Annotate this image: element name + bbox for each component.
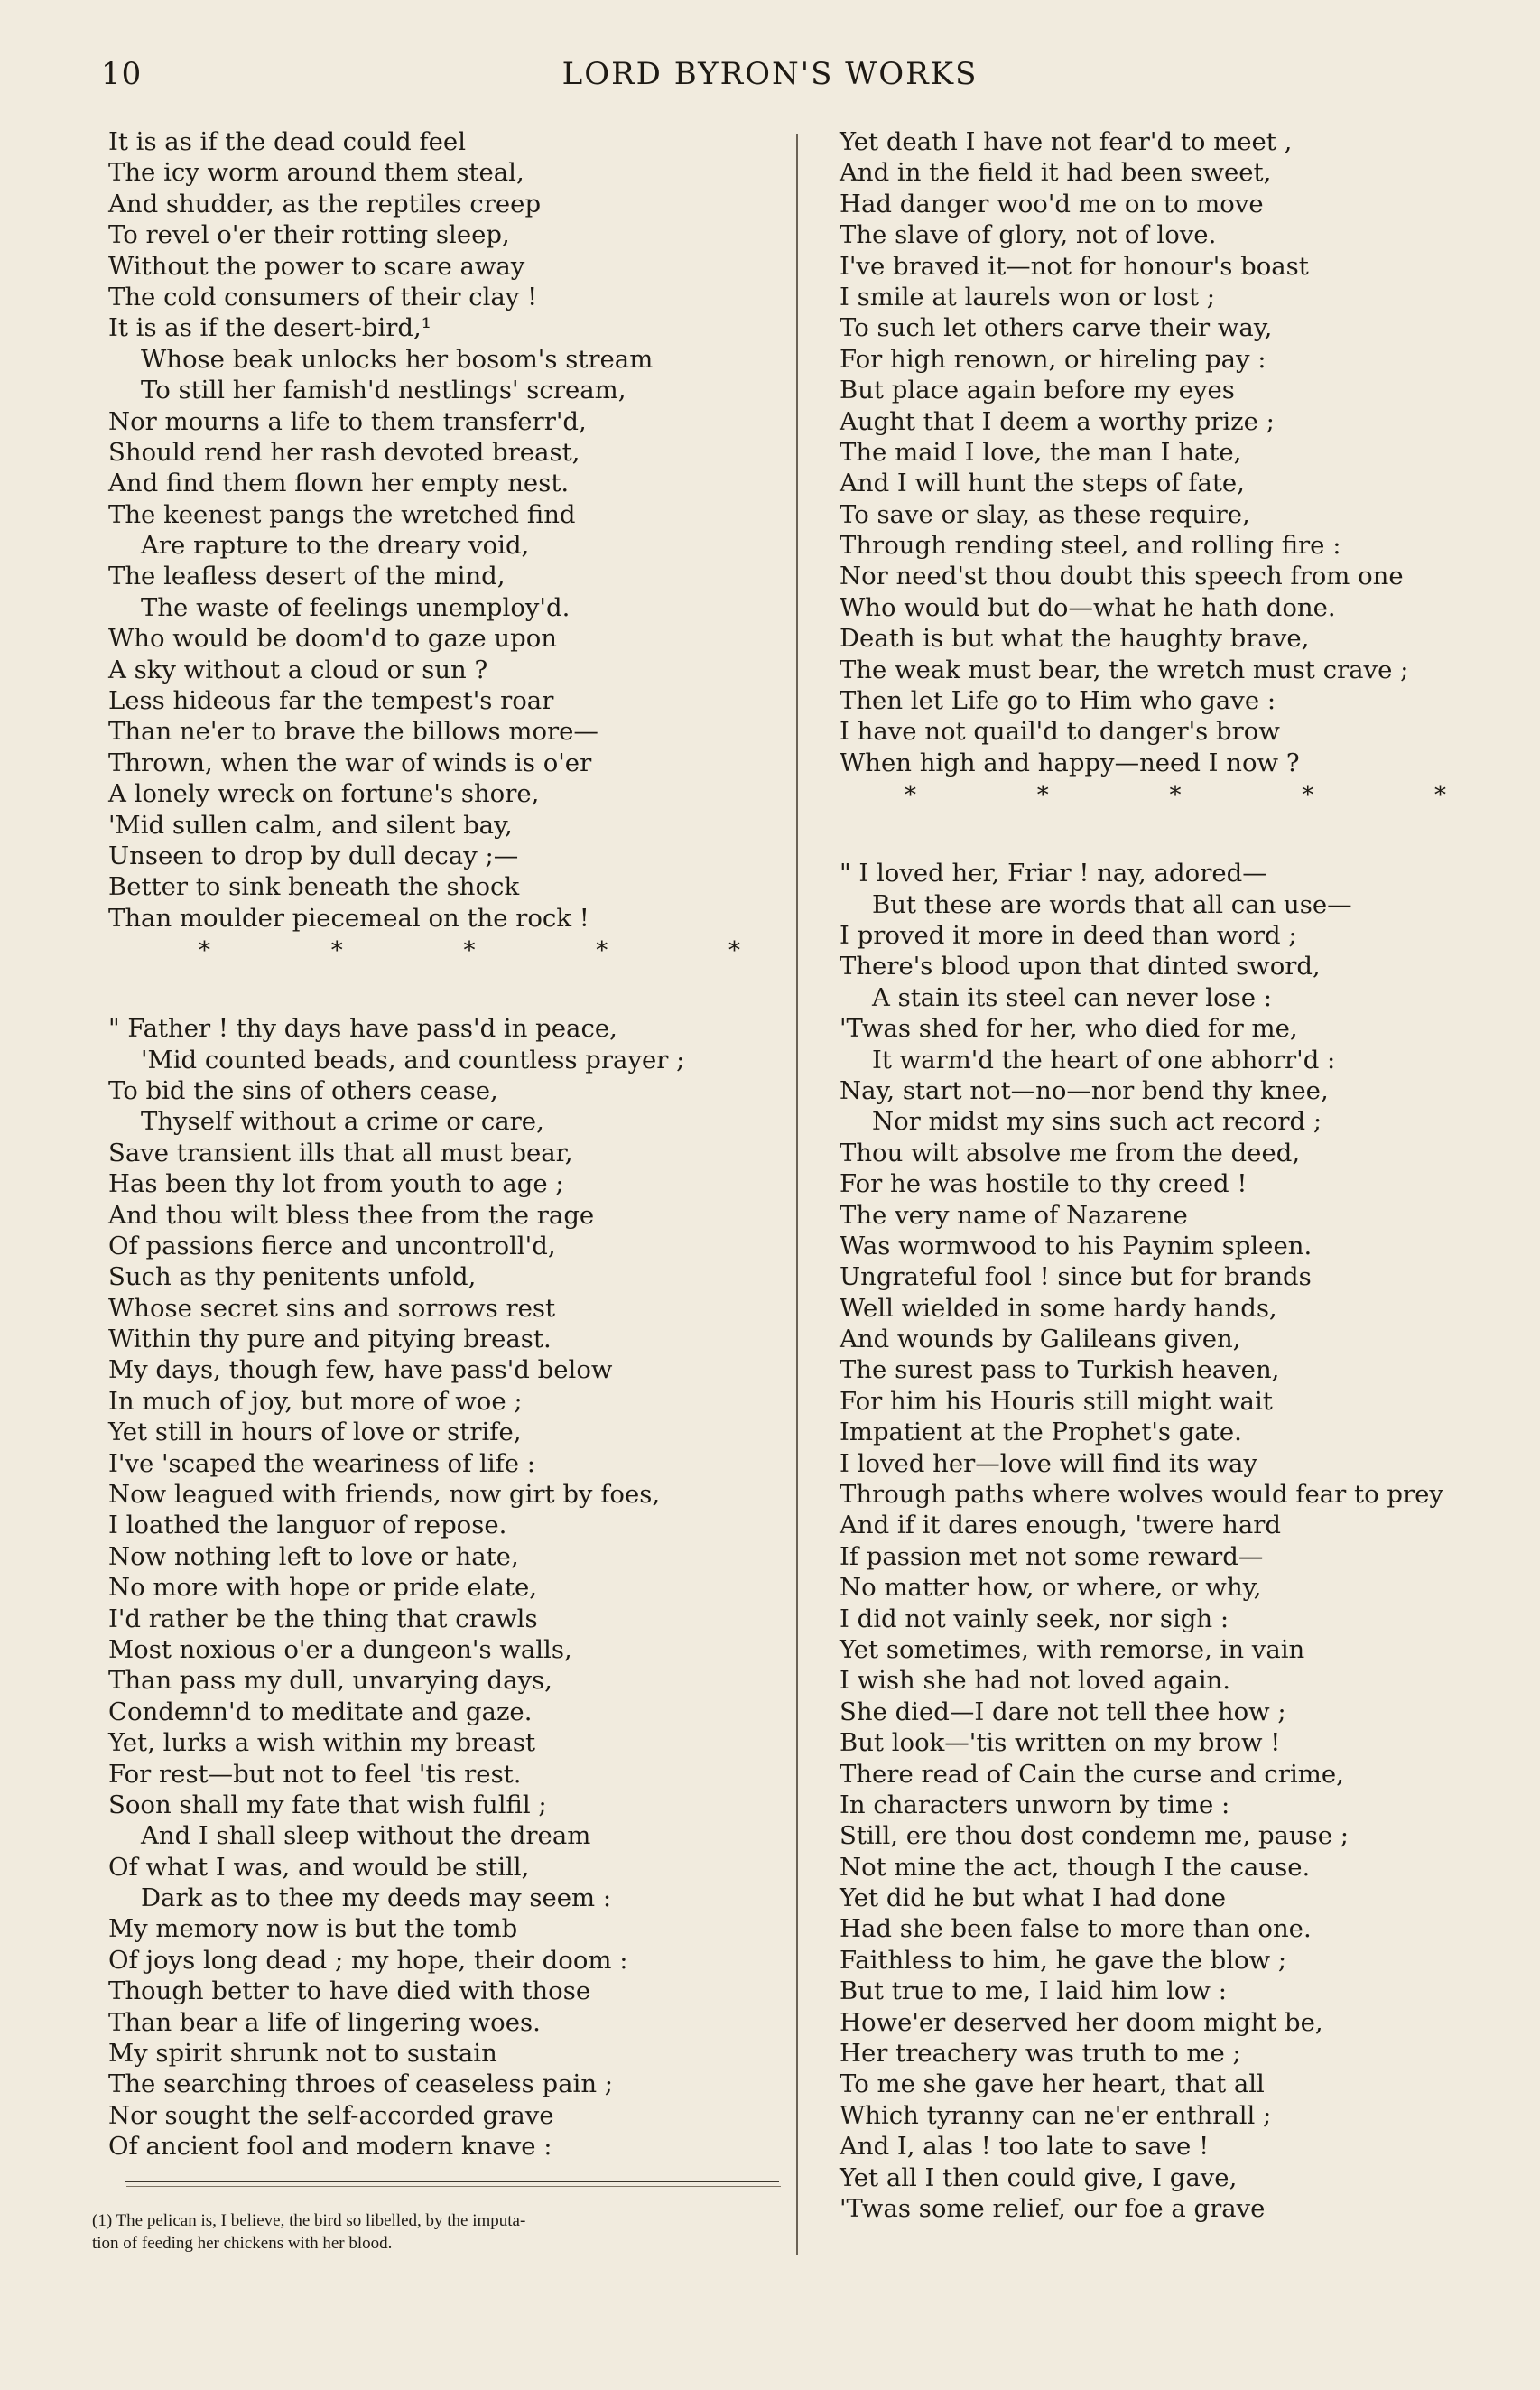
asterism-star: * — [1036, 782, 1049, 810]
verse-line: Ungrateful fool ! since but for brands — [840, 1262, 1312, 1292]
verse-line: Soon shall my fate that wish fulfil ; — [108, 1790, 547, 1819]
verse-line: Nay, start not—no—nor bend thy knee, — [840, 1075, 1329, 1105]
verse-line: The keenest pangs the wretched find — [108, 499, 576, 529]
verse-line: It is as if the dead could feel — [108, 127, 466, 156]
verse-line: It warm'd the heart of one abhorr'd : — [872, 1045, 1336, 1074]
verse-line: For he was hostile to thy creed ! — [840, 1169, 1248, 1199]
verse-line: Nor midst my sins such act record ; — [872, 1107, 1322, 1137]
verse-line: Faithless to him, he gave the blow ; — [840, 1945, 1287, 1975]
verse-line: Now leagued with friends, now girt by foes, — [108, 1480, 661, 1510]
asterism-star: * — [1169, 782, 1182, 810]
asterism-star: * — [905, 782, 916, 810]
verse-line: Of passions fierce and uncontroll'd, — [108, 1231, 556, 1260]
left-stanza-1 — [108, 126, 776, 934]
verse-line: If passion met not some reward— — [840, 1541, 1264, 1571]
verse-line: In much of joy, but more of woe ; — [108, 1386, 523, 1416]
verse-line: My days, though few, have pass'd below — [108, 1355, 613, 1385]
verse-line: Than pass my dull, unvarying days, — [108, 1666, 552, 1696]
verse-line: And I shall sleep without the dream — [141, 1821, 591, 1851]
asterism-star: * — [1302, 782, 1314, 810]
verse-line: Thyself without a crime or care, — [141, 1107, 544, 1137]
verse-line: And I will hunt the steps of fate, — [840, 469, 1245, 498]
footnote-rule — [125, 2181, 779, 2182]
verse-line: Still, ere thou dost condemn me, pause ; — [840, 1821, 1350, 1851]
verse-line: Less hideous far the tempest's roar — [108, 686, 554, 716]
verse-line: 'Mid sullen calm, and silent bay, — [108, 810, 513, 840]
verse-line: My memory now is but the tomb — [108, 1914, 518, 1944]
verse-line: I'd rather be the thing that crawls — [108, 1604, 538, 1633]
verse-line: The maid I love, the man I hate, — [840, 437, 1242, 467]
verse-line: In characters unworn by time : — [840, 1790, 1230, 1819]
verse-line: My spirit shrunk not to sustain — [108, 2039, 497, 2069]
verse-line: Thrown, when the war of winds is o'er — [108, 748, 592, 777]
asterism-star: * — [596, 937, 608, 965]
verse-line: Who would but do—what he hath done. — [840, 592, 1336, 622]
verse-line: Yet, lurks a wish within my breast — [108, 1728, 536, 1758]
verse-line: The cold consumers of their clay ! — [108, 282, 538, 312]
verse-line: Whose beak unlocks her bosom's stream — [141, 344, 654, 374]
verse-line: But look—'tis written on my brow ! — [840, 1728, 1281, 1758]
footnote — [92, 2209, 796, 2255]
verse-line: Now nothing left to love or hate, — [108, 1541, 519, 1571]
verse-line: Unseen to drop by dull decay ;— — [108, 841, 519, 870]
verse-line: The weak must bear, the wretch must crave ; — [840, 655, 1409, 684]
verse-line: For him his Houris still might wait — [840, 1386, 1273, 1416]
verse-line: Dark as to thee my deeds may seem : — [141, 1883, 612, 1913]
verse-line: I loathed the languor of repose. — [108, 1511, 507, 1540]
verse-line: Should rend her rash devoted breast, — [108, 437, 580, 467]
footnote-line: (1) The pelican is, I believe, the bird so libelled, by the imputa- — [92, 2211, 526, 2230]
verse-line: The leafless desert of the mind, — [108, 562, 506, 591]
verse-line: To save or slay, as these require, — [840, 499, 1250, 529]
asterism-star: * — [330, 937, 343, 965]
verse-line: Had danger woo'd me on to move — [840, 189, 1264, 219]
verse-line: Such as thy penitents unfold, — [108, 1262, 477, 1292]
verse-line: I wish she had not loved again. — [840, 1666, 1231, 1696]
right-stars-separator — [840, 778, 1471, 813]
column-divider — [796, 134, 798, 2255]
verse-line: Not mine the act, though I the cause. — [840, 1852, 1311, 1882]
verse-line: Had she been false to more than one. — [840, 1914, 1312, 1944]
verse-line: Are rapture to the dreary void, — [141, 531, 530, 561]
verse-line: Yet did he but what I had done — [840, 1883, 1227, 1913]
verse-line: Of what I was, and would be still, — [108, 1852, 530, 1882]
verse-line: There read of Cain the curse and crime, — [840, 1759, 1344, 1789]
asterism-star: * — [1434, 782, 1446, 810]
verse-line: To still her famish'd nestlings' scream, — [141, 376, 626, 405]
verse-line: Impatient at the Prophet's gate. — [840, 1418, 1242, 1447]
verse-line: Better to sink beneath the shock — [108, 872, 520, 902]
verse-line: To revel o'er their rotting sleep, — [108, 220, 510, 250]
verse-line: A lonely wreck on fortune's shore, — [108, 779, 540, 809]
verse-line: But true to me, I laid him low : — [840, 1976, 1227, 2006]
verse-line: When high and happy—need I now ? — [840, 748, 1300, 777]
right-stanza-1 — [840, 126, 1471, 778]
verse-line: And find them flown her empty nest. — [108, 469, 570, 498]
verse-line: It is as if the desert-bird,¹ — [108, 313, 431, 343]
verse-line: I did not vainly seek, nor sigh : — [840, 1604, 1229, 1633]
verse-line: I have not quail'd to danger's brow — [840, 717, 1280, 747]
verse-line: Than bear a life of lingering woes. — [108, 2007, 541, 2037]
verse-line: Well wielded in some hardy hands, — [840, 1293, 1277, 1323]
verse-line: To such let others carve their way, — [840, 313, 1273, 343]
verse-line: Through rending steel, and rolling fire : — [840, 531, 1341, 561]
verse-line: The slave of glory, not of love. — [840, 220, 1217, 250]
running-title: LORD BYRON'S WORKS — [561, 56, 979, 92]
left-stanza-2 — [108, 1013, 776, 2162]
verse-line: Save transient ills that all must bear, — [108, 1138, 573, 1167]
verse-line: I loved her—love will find its way — [840, 1448, 1257, 1478]
verse-line: Nor need'st thou doubt this speech from one — [840, 562, 1404, 591]
verse-line: But place again before my eyes — [840, 376, 1235, 405]
left-stars-separator — [108, 934, 776, 968]
verse-line: I've braved it—not for honour's boast — [840, 251, 1309, 281]
verse-line: Yet death I have not fear'd to meet , — [840, 127, 1293, 156]
page-number: 10 — [101, 56, 143, 92]
verse-line: No more with hope or pride elate, — [108, 1573, 538, 1603]
verse-line: " Father ! thy days have pass'd in peace, — [108, 1014, 617, 1044]
verse-line: Most noxious o'er a dungeon's walls, — [108, 1634, 572, 1664]
verse-line: Through paths where wolves would fear to prey — [840, 1480, 1443, 1510]
verse-line: And thou wilt bless thee from the rage — [108, 1200, 595, 1230]
verse-line: To bid the sins of others cease, — [108, 1075, 498, 1105]
verse-line: There's blood upon that dinted sword, — [840, 952, 1321, 981]
verse-line: Yet sometimes, with remorse, in vain — [840, 1634, 1305, 1664]
verse-line: Than ne'er to brave the billows more— — [108, 717, 598, 747]
verse-line: Was wormwood to his Paynim spleen. — [840, 1231, 1313, 1260]
verse-line: I smile at laurels won or lost ; — [840, 282, 1216, 312]
verse-line: Who would be doom'd to gaze upon — [108, 624, 557, 654]
verse-line: A stain its steel can never lose : — [872, 982, 1273, 1012]
verse-line: She died—I dare not tell thee how ; — [840, 1697, 1286, 1726]
verse-line: Which tyranny can ne'er enthrall ; — [840, 2100, 1272, 2130]
asterism-star: * — [728, 937, 740, 965]
verse-line: 'Mid counted beads, and countless prayer ; — [141, 1045, 685, 1074]
verse-line: And shudder, as the reptiles creep — [108, 189, 542, 219]
footnote-rule-thin — [126, 2186, 781, 2187]
verse-line: Aught that I deem a worthy prize ; — [840, 406, 1275, 436]
verse-line: But these are words that all can use— — [872, 889, 1352, 919]
verse-line: And in the field it had been sweet, — [840, 158, 1272, 188]
verse-line: Condemn'd to meditate and gaze. — [108, 1697, 533, 1726]
verse-line: And wounds by Galileans given, — [840, 1325, 1241, 1354]
footnote-line: tion of feeding her chickens with her blood. — [92, 2234, 393, 2253]
verse-line: To me she gave her heart, that all — [840, 2069, 1265, 2099]
verse-line: I proved it more in deed than word ; — [840, 920, 1297, 950]
verse-line: Then let Life go to Him who gave : — [840, 686, 1276, 716]
right-stanza-2 — [840, 858, 1471, 2224]
verse-line: And if it dares enough, 'twere hard — [840, 1511, 1281, 1540]
stanza-gap — [840, 813, 1471, 858]
verse-line: Her treachery was truth to me ; — [840, 2039, 1241, 2069]
verse-line: And I, alas ! too late to save ! — [840, 2132, 1210, 2162]
verse-line: Than moulder piecemeal on the rock ! — [108, 903, 589, 933]
verse-line: Without the power to scare away — [108, 251, 525, 281]
verse-line: Has been thy lot from youth to age ; — [108, 1169, 564, 1199]
stanza-gap — [108, 968, 776, 1013]
verse-line: Whose secret sins and sorrows rest — [108, 1293, 556, 1323]
verse-line: Thou wilt absolve me from the deed, — [840, 1138, 1301, 1167]
asterism-star: * — [463, 937, 476, 965]
verse-line: Death is but what the haughty brave, — [840, 624, 1310, 654]
verse-line: The searching throes of ceaseless pain ; — [108, 2069, 614, 2099]
verse-line: A sky without a cloud or sun ? — [108, 655, 488, 684]
verse-line: The very name of Nazarene — [840, 1200, 1188, 1230]
verse-line: I've 'scaped the weariness of life : — [108, 1448, 536, 1478]
verse-line: " I loved her, Friar ! nay, adored— — [840, 859, 1267, 888]
verse-line: For rest—but not to feel 'tis rest. — [108, 1759, 522, 1789]
verse-line: The waste of feelings unemploy'd. — [141, 592, 571, 622]
right-column — [840, 126, 1471, 2224]
verse-line: The surest pass to Turkish heaven, — [840, 1355, 1280, 1385]
verse-line: Howe'er deserved her doom might be, — [840, 2007, 1323, 2037]
verse-line: 'Twas shed for her, who died for me, — [840, 1014, 1298, 1044]
verse-line: Nor mourns a life to them transferr'd, — [108, 406, 587, 436]
verse-line: Of ancient fool and modern knave : — [108, 2132, 552, 2162]
verse-line: Within thy pure and pitying breast. — [108, 1325, 552, 1354]
left-column — [108, 126, 776, 2162]
verse-line: The icy worm around them steal, — [108, 158, 524, 188]
verse-line: No matter how, or where, or why, — [840, 1573, 1262, 1603]
verse-line: Of joys long dead ; my hope, their doom : — [108, 1945, 628, 1975]
verse-line: Though better to have died with those — [108, 1976, 591, 2006]
verse-line: Yet still in hours of love or strife, — [108, 1418, 522, 1447]
verse-line: For high renown, or hireling pay : — [840, 344, 1266, 374]
verse-line: 'Twas some relief, our foe a grave — [840, 2194, 1266, 2223]
verse-line: Yet all I then could give, I gave, — [840, 2162, 1238, 2192]
verse-line: Nor sought the self-accorded grave — [108, 2100, 554, 2130]
asterism-star: * — [199, 937, 210, 965]
